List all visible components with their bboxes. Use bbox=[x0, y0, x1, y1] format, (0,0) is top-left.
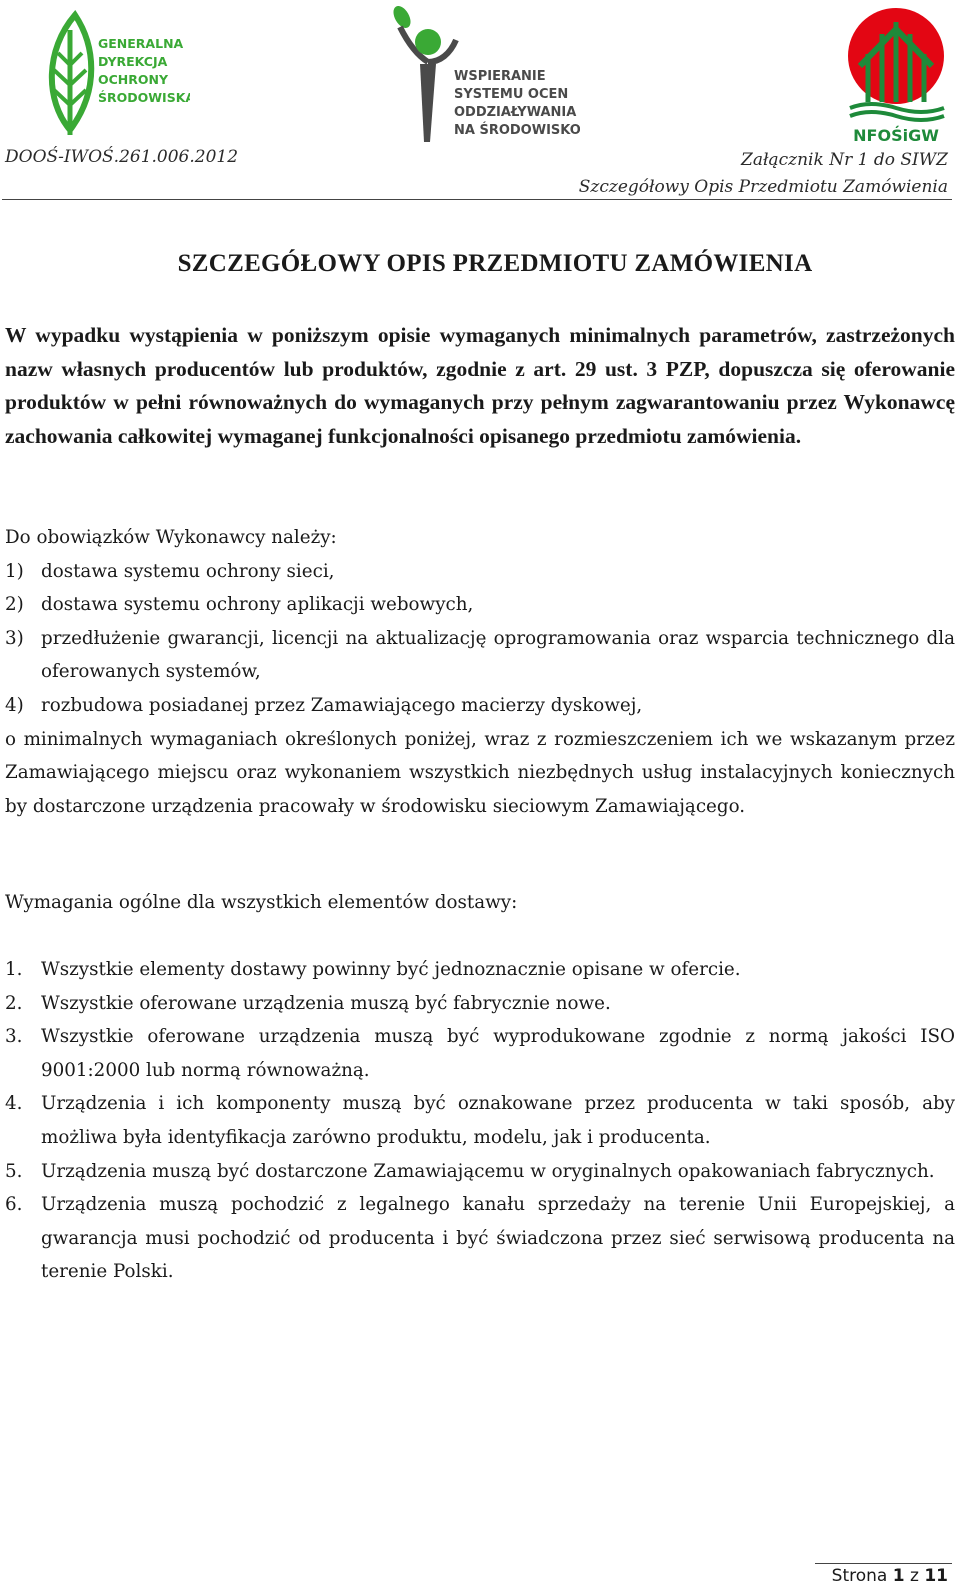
item-text: Wszystkie oferowane urządzenia muszą być fabrycznie nowe. bbox=[41, 992, 611, 1014]
item-number: 2) bbox=[5, 594, 24, 616]
page-label: Strona bbox=[831, 1566, 888, 1586]
gdos-line-2: DYREKCJA bbox=[98, 54, 168, 69]
nfosigw-text: NFOŚiGW bbox=[853, 126, 939, 145]
list-item bbox=[5, 555, 955, 589]
wsos-line-2: SYSTEMU OCEN bbox=[454, 87, 569, 102]
total-pages: 11 bbox=[924, 1566, 948, 1586]
duties-lead: Do obowiązków Wykonawcy należy: bbox=[5, 527, 337, 548]
nfosigw-logo bbox=[840, 4, 950, 146]
wsos-line-1: WSPIERANIE bbox=[454, 69, 546, 84]
item-text: rozbudowa posiadanej przez Zamawiającego macierzy dyskowej, bbox=[41, 694, 643, 716]
list-item bbox=[5, 953, 955, 987]
item-text: Wszystkie elementy dostawy powinny być jednoznacznie opisane w ofercie. bbox=[41, 959, 741, 980]
page-separator: z bbox=[909, 1566, 919, 1586]
gdos-line-3: OCHRONY bbox=[98, 72, 169, 87]
wsos-line-4: NA ŚRODOWISKO bbox=[454, 123, 580, 138]
item-text: dostawa systemu ochrony sieci, bbox=[41, 560, 335, 582]
list-item bbox=[5, 588, 955, 622]
document-reference: DOOŚ-IWOŚ.261.006.2012 bbox=[5, 147, 239, 167]
page-number bbox=[832, 1566, 948, 1586]
item-number: 3. bbox=[5, 1026, 23, 1048]
item-number: 4) bbox=[5, 694, 24, 716]
item-text: Urządzenia i ich komponenty muszą być oznakowane przez producenta w taki sposób, aby możliwa była identyfikacja zarówno produktu, modelu, jak i producenta. bbox=[41, 1093, 955, 1148]
list-item bbox=[5, 689, 955, 723]
gdos-line-4: ŚRODOWISKA bbox=[98, 90, 190, 105]
general-heading: Wymagania ogólne dla wszystkich elementów dostawy: bbox=[5, 892, 518, 913]
duties-list bbox=[5, 555, 955, 723]
list-item bbox=[5, 1020, 955, 1087]
item-text: przedłużenie gwarancji, licencji na aktualizację oprogramowania oraz wsparcia technicznego dla oferowanych systemów, bbox=[41, 627, 955, 683]
annex-label: Załącznik Nr 1 do SIWZ bbox=[741, 150, 948, 170]
general-requirements-heading-block bbox=[5, 886, 955, 920]
list-item bbox=[5, 1155, 955, 1189]
header-divider bbox=[2, 199, 952, 200]
wsos-logo bbox=[390, 2, 580, 147]
item-number: 4. bbox=[5, 1093, 23, 1115]
list-item bbox=[5, 987, 955, 1021]
item-number: 3) bbox=[5, 627, 24, 649]
item-text: Urządzenia muszą pochodzić z legalnego kanału sprzedaży na terenie Unii Europejskiej, a gwarancja musi pochodzić od producenta i być świadczona przez sieć serwisową producenta na terenie Polski. bbox=[41, 1194, 955, 1283]
list-item bbox=[5, 1087, 955, 1154]
intro-paragraph: W wypadku wystąpienia w poniższym opisie wymaganych minimalnych parametrów, zastrzeżonych nazw własnych producentów lub produktów, zgodnie z art. 29 ust. 3 PZP, dopuszcza się oferowanie produktów w pełni równoważnych do wymaganych przy pełnym zagwarantowaniu przez Wykonawcę zachowania całkowitej wymaganej funkcjonalności opisanego przedmiotu zamówienia. bbox=[5, 323, 955, 448]
item-number: 1. bbox=[5, 959, 23, 980]
item-number: 5. bbox=[5, 1160, 23, 1182]
current-page: 1 bbox=[892, 1566, 905, 1586]
list-item bbox=[5, 622, 955, 689]
footer-divider bbox=[815, 1563, 952, 1564]
duties-closing: o minimalnych wymaganiach określonych poniżej, wraz z rozmieszczeniem ich we wskazanym przez Zamawiającego miejscu oraz wykonaniem wszystkich niezbędnych usług instalacyjnych koniecznych by dostarczone urządzenia pracowały w środowisku sieciowym Zamawiającego. bbox=[5, 728, 955, 817]
gdos-logo bbox=[40, 10, 190, 140]
wsos-line-3: ODDZIAŁYWANIA bbox=[454, 105, 577, 120]
tree-figure-icon bbox=[390, 2, 580, 147]
document-title: SZCZEGÓŁOWY OPIS PRZEDMIOTU ZAMÓWIENIA bbox=[177, 250, 813, 277]
item-text: dostawa systemu ochrony aplikacji webowych, bbox=[41, 594, 474, 616]
item-number: 6. bbox=[5, 1194, 23, 1216]
header-right bbox=[579, 147, 948, 201]
nfosigw-emblem-icon bbox=[840, 4, 950, 146]
item-text: Urządzenia muszą być dostarczone Zamawiającemu w oryginalnych opakowaniach fabrycznych. bbox=[41, 1160, 935, 1182]
item-number: 1) bbox=[5, 560, 24, 582]
list-item bbox=[5, 1188, 955, 1289]
general-requirements-section bbox=[5, 953, 955, 1289]
item-number: 2. bbox=[5, 992, 23, 1014]
leaf-icon bbox=[40, 10, 190, 140]
item-text: Wszystkie oferowane urządzenia muszą być wyprodukowane zgodnie z normą jakości ISO 9001:2000 lub normą równoważną. bbox=[41, 1026, 955, 1081]
gdos-line-1: GENERALNA bbox=[98, 36, 184, 51]
duties-section bbox=[5, 521, 955, 823]
header-subtitle: Szczegółowy Opis Przedmiotu Zamówienia bbox=[578, 177, 948, 197]
general-list bbox=[5, 953, 955, 1289]
